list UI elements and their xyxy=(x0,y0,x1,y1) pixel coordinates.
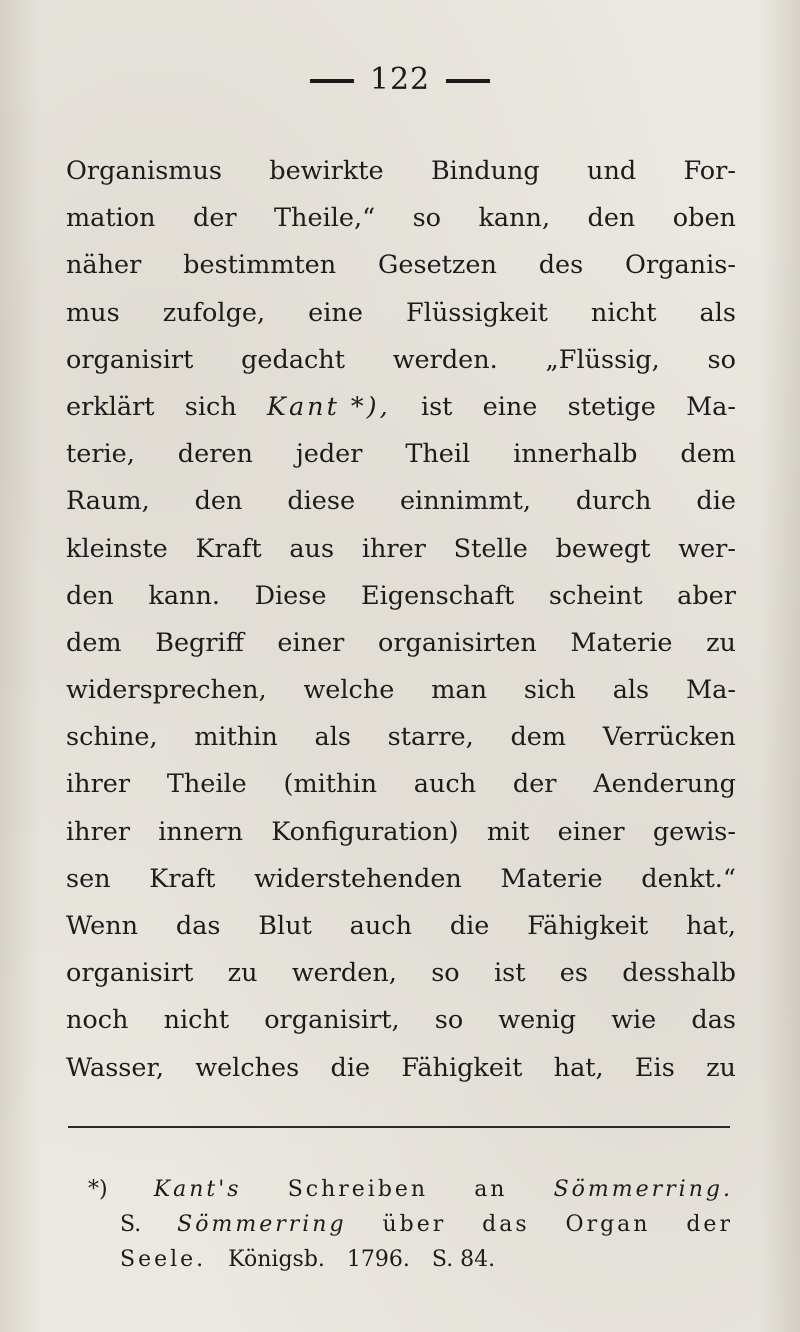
text-line xyxy=(66,950,736,997)
word: Eis xyxy=(634,1052,675,1083)
word: erklärt xyxy=(66,391,155,422)
footnote-author: Kant's xyxy=(153,1177,242,1202)
word: Gesetzen xyxy=(378,250,497,281)
word: eine xyxy=(482,391,538,422)
word: als xyxy=(612,675,650,706)
word: den xyxy=(194,486,243,517)
word: zu xyxy=(706,1052,736,1083)
word: ist xyxy=(420,391,453,422)
word: organisirt, xyxy=(264,1005,400,1036)
word: zufolge, xyxy=(162,297,266,328)
word: widerstehenden xyxy=(254,863,462,894)
word: so xyxy=(707,344,736,375)
word: Materie xyxy=(570,627,673,658)
footnote-word: S. 84. xyxy=(431,1247,496,1272)
word: Ma- xyxy=(686,675,736,706)
word: das xyxy=(175,911,221,941)
text-line xyxy=(66,431,736,478)
word: hat, xyxy=(686,911,736,941)
word: der xyxy=(193,203,237,234)
word: bewirkte xyxy=(269,156,384,186)
main-text xyxy=(66,148,736,1092)
word: bewegt xyxy=(555,533,651,564)
text-line xyxy=(66,997,736,1044)
text-line xyxy=(66,384,736,431)
right-dash-ornament xyxy=(446,79,490,83)
word: „Flüssig, xyxy=(545,344,660,375)
footnote-word: S. xyxy=(120,1212,142,1237)
footnote-line xyxy=(88,1207,733,1242)
word: ihrer xyxy=(361,533,426,564)
text-line xyxy=(66,573,736,620)
word: Fähigkeit xyxy=(401,1052,523,1083)
word: mit xyxy=(486,816,530,847)
footnote-line xyxy=(88,1172,733,1207)
word: eine xyxy=(308,297,363,328)
word: Konfiguration) xyxy=(271,816,459,847)
word: einer xyxy=(557,816,625,847)
footnote-word: der xyxy=(686,1212,733,1237)
footnote-word: Organ xyxy=(565,1212,651,1237)
word: diese xyxy=(287,486,356,517)
word: wer- xyxy=(678,533,736,564)
word: nicht xyxy=(163,1005,230,1036)
word: Diese xyxy=(254,580,327,611)
word: Theile,“ xyxy=(274,203,376,234)
footnote-marker: *) xyxy=(88,1177,108,1202)
word: schine, xyxy=(66,722,158,753)
word: so xyxy=(434,1005,464,1036)
word: wenig xyxy=(498,1005,577,1036)
footnote xyxy=(88,1172,733,1277)
word: einnimmt, xyxy=(399,486,531,517)
word: näher xyxy=(66,250,142,281)
word: widersprechen, xyxy=(66,675,267,706)
word: desshalb xyxy=(622,958,736,989)
word: so xyxy=(412,203,442,234)
word: den xyxy=(587,203,636,234)
word: Wasser, xyxy=(66,1052,164,1083)
word: Kraft xyxy=(195,533,262,564)
word: Stelle xyxy=(453,533,528,564)
word: man xyxy=(431,675,488,706)
word: werden, xyxy=(291,958,397,989)
word: es xyxy=(559,958,588,989)
word: Raum, xyxy=(66,486,150,517)
footnote-word: das xyxy=(482,1212,530,1237)
text-line xyxy=(66,714,736,761)
word: auch xyxy=(349,911,413,941)
word: ihrer xyxy=(66,769,131,800)
word: welches xyxy=(195,1052,300,1083)
page-number: 122 xyxy=(369,62,431,97)
word: organisirten xyxy=(377,627,537,658)
word: noch xyxy=(66,1005,129,1036)
text-line xyxy=(66,761,736,808)
word: (mithin xyxy=(283,769,378,800)
word: deren xyxy=(177,439,253,470)
footnote-word: Seele. xyxy=(120,1247,207,1272)
word: scheint xyxy=(548,580,643,611)
word: die xyxy=(449,911,490,941)
word: als xyxy=(314,722,351,753)
word: zu xyxy=(706,627,736,658)
word: zu xyxy=(227,958,258,989)
word: auch xyxy=(413,769,477,800)
footnote-word: 1796. xyxy=(346,1247,410,1272)
page-header xyxy=(0,62,800,97)
text-line xyxy=(66,1045,736,1092)
word: gewis- xyxy=(652,816,736,847)
word: Kant *), xyxy=(266,391,391,422)
word: Kraft xyxy=(149,863,216,894)
word: Organis- xyxy=(625,250,736,281)
word: sich xyxy=(184,391,237,422)
word: starre, xyxy=(387,722,474,753)
word: terie, xyxy=(66,439,135,470)
text-line xyxy=(66,242,736,289)
word: der xyxy=(512,769,557,800)
text-line xyxy=(66,337,736,384)
word: Eigenschaft xyxy=(361,580,515,611)
word: dem xyxy=(510,722,567,753)
word: ist xyxy=(493,958,526,989)
word: das xyxy=(691,1005,736,1036)
text-line xyxy=(66,667,736,714)
word: innern xyxy=(158,816,243,847)
word: Bindung xyxy=(430,156,540,186)
word: hat, xyxy=(553,1052,604,1083)
word: jeder xyxy=(295,439,363,470)
word: nicht xyxy=(590,297,657,328)
word: Fähigkeit xyxy=(527,911,649,941)
word: Theile xyxy=(166,769,247,800)
word: einer xyxy=(277,627,345,658)
text-line xyxy=(66,195,736,242)
word: werden. xyxy=(392,344,498,375)
footnote-separator xyxy=(68,1126,730,1128)
word: oben xyxy=(672,203,736,234)
word: organisirt xyxy=(66,958,194,989)
word: welche xyxy=(303,675,395,706)
word: Begriff xyxy=(155,627,244,658)
word: Wenn xyxy=(66,911,139,941)
word: aus xyxy=(289,533,335,564)
footnote-word: Königsb. xyxy=(228,1247,325,1272)
word: kleinste xyxy=(66,533,168,564)
word: die xyxy=(330,1052,371,1083)
left-dash-ornament xyxy=(310,79,354,83)
text-line xyxy=(66,856,736,903)
word: Materie xyxy=(500,863,603,894)
text-line xyxy=(66,903,736,950)
word: denkt.“ xyxy=(641,863,736,894)
word: Aenderung xyxy=(593,769,736,800)
word: Blut xyxy=(258,911,312,941)
word: stetige xyxy=(567,391,656,422)
text-line xyxy=(66,290,736,337)
word: mation xyxy=(66,203,156,234)
word: als xyxy=(699,297,736,328)
word: die xyxy=(696,486,736,517)
word: bestimmten xyxy=(183,250,337,281)
footnote-word: Schreiben xyxy=(287,1177,429,1202)
word: ihrer xyxy=(66,816,131,847)
footnote-recipient: Sömmerring. xyxy=(553,1177,733,1202)
word: Ma- xyxy=(686,391,736,422)
footnote-word: über xyxy=(382,1212,447,1237)
text-line xyxy=(66,148,736,195)
text-line xyxy=(66,478,736,525)
word: kann, xyxy=(478,203,551,234)
word: so xyxy=(431,958,460,989)
word: innerhalb xyxy=(513,439,638,470)
footnote-word: an xyxy=(474,1177,508,1202)
word: wie xyxy=(611,1005,657,1036)
word: mus xyxy=(66,297,120,328)
word: Flüssigkeit xyxy=(405,297,548,328)
word: gedacht xyxy=(241,344,345,375)
word: aber xyxy=(677,580,736,611)
word: Theil xyxy=(405,439,471,470)
text-line xyxy=(66,620,736,667)
word: des xyxy=(538,250,584,281)
footnote-line xyxy=(88,1242,733,1277)
text-line xyxy=(66,526,736,573)
word: dem xyxy=(66,627,122,658)
word: kann. xyxy=(148,580,221,611)
word: dem xyxy=(680,439,736,470)
word: mithin xyxy=(194,722,278,753)
word: und xyxy=(587,156,637,186)
word: Verrücken xyxy=(602,722,736,753)
word: For- xyxy=(683,156,736,186)
footnote-author: Sömmerring xyxy=(177,1212,347,1237)
word: organisirt xyxy=(66,344,194,375)
word: sen xyxy=(66,863,111,894)
text-line xyxy=(66,809,736,856)
word: Organismus xyxy=(66,156,222,186)
word: den xyxy=(66,580,114,611)
word: durch xyxy=(575,486,652,517)
word: sich xyxy=(523,675,576,706)
